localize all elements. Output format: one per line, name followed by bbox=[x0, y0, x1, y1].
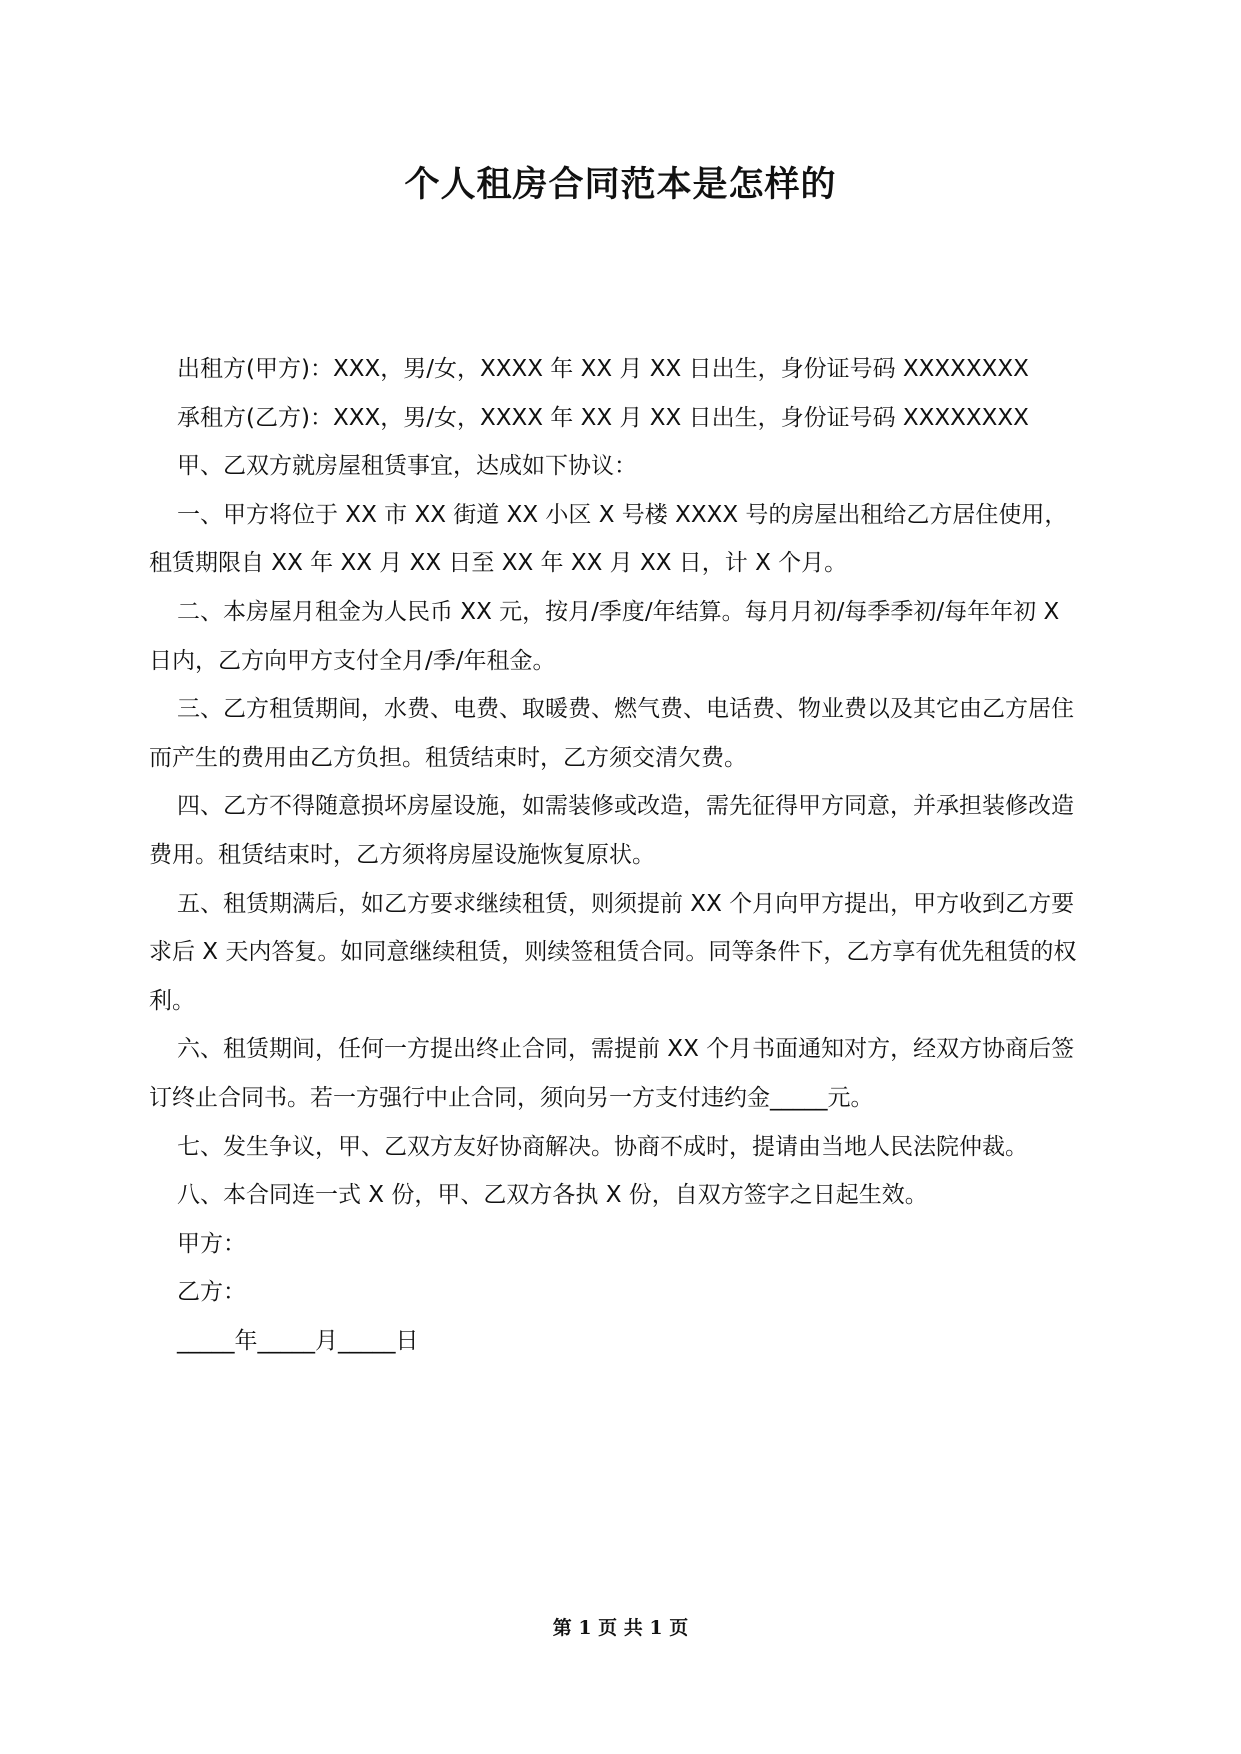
page-footer: 第 1 页 共 1 页 bbox=[552, 1617, 689, 1639]
clause-3: 三、乙方租赁期间，水费、电费、取暖费、燃气费、电话费、物业费以及其它由乙方居住而产生的费用由乙方负担。租赁结束时，乙方须交清欠费。 bbox=[149, 696, 1074, 771]
party-a-signature: 甲方： bbox=[177, 1230, 246, 1257]
contract-body bbox=[149, 345, 1089, 1365]
clause-6: 六、租赁期间，任何一方提出终止合同，需提前 XX 个月书面通知对方，经双方协商后签订终止合同书。若一方强行中止合同，须向另一方支付违约金_____元。 bbox=[149, 1036, 1075, 1111]
signing-date: _____年_____月_____日 bbox=[177, 1327, 419, 1354]
clause-1: 一、甲方将位于 XX 市 XX 街道 XX 小区 X 号楼 XXXX 号的房屋出租给乙方居住使用，租赁期限自 XX 年 XX 月 XX 日至 XX 年 XX 月 XX 日，计 X 个月。 bbox=[149, 501, 1068, 577]
clause-2: 二、本房屋月租金为人民币 XX 元，按月/季度/年结算。每月月初/每季季初/每年年初 X 日内，乙方向甲方支付全月/季/年租金。 bbox=[149, 598, 1060, 674]
clause-8: 八、本合同连一式 X 份，甲、乙双方各执 X 份，自双方签字之日起生效。 bbox=[177, 1182, 928, 1209]
document-title: 个人租房合同范本是怎样的 bbox=[404, 165, 837, 205]
clause-7: 七、发生争议，甲、乙双方友好协商解决。协商不成时，提请由当地人民法院仲裁。 bbox=[177, 1133, 1028, 1160]
agreement-intro: 甲、乙双方就房屋租赁事宜，达成如下协议： bbox=[177, 453, 637, 480]
lessor-info: 出租方(甲方)：XXX，男/女，XXXX 年 XX 月 XX 日出生，身份证号码 XXXXXXXX bbox=[177, 356, 1029, 382]
clause-5: 五、租赁期满后，如乙方要求继续租赁，则须提前 XX 个月向甲方提出，甲方收到乙方要求后 X 天内答复。如同意继续租赁，则续签租赁合同。同等条件下，乙方享有优先租赁的权利。 bbox=[149, 890, 1077, 1014]
clause-4: 四、乙方不得随意损坏房屋设施，如需装修或改造，需先征得甲方同意，并承担装修改造费用。租赁结束时，乙方须将房屋设施恢复原状。 bbox=[149, 793, 1074, 868]
party-b-signature: 乙方： bbox=[177, 1279, 246, 1306]
lessee-info: 承租方(乙方)：XXX，男/女，XXXX 年 XX 月 XX 日出生，身份证号码 XXXXXXXX bbox=[177, 404, 1029, 431]
